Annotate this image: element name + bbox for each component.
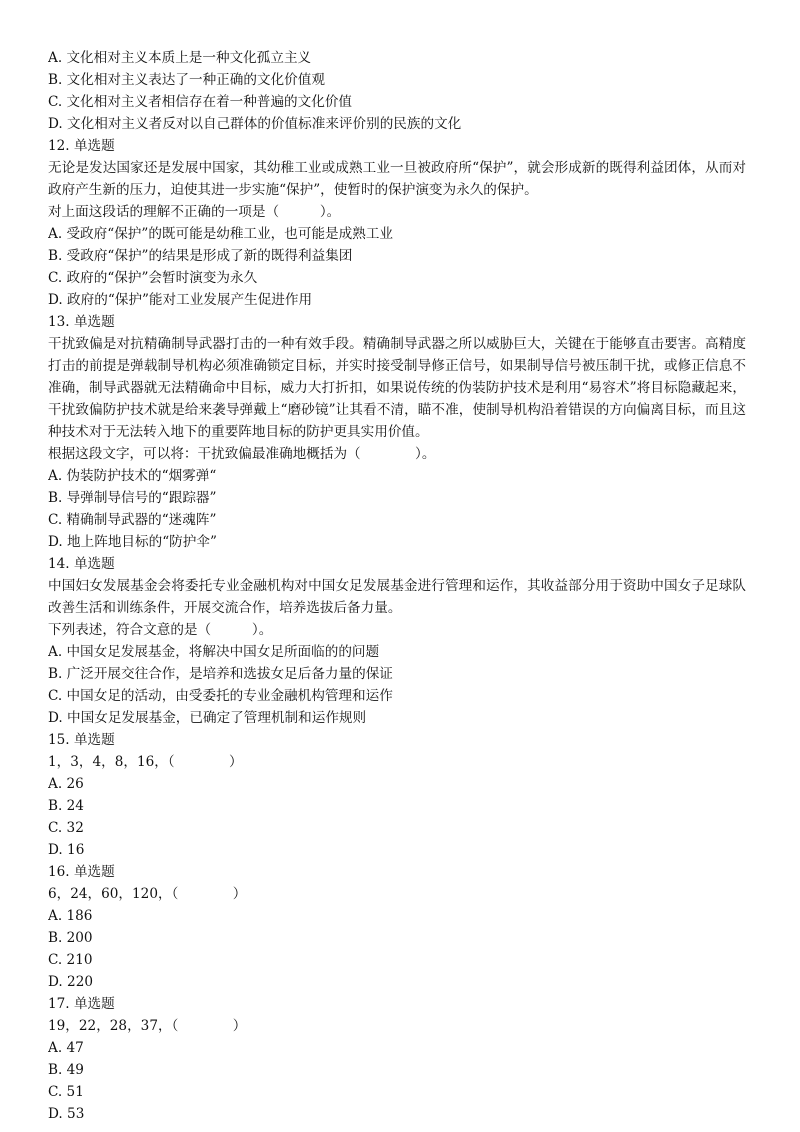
option-c: C. 51 bbox=[48, 1084, 84, 1100]
option-c: C. 文化相对主义者相信存在着一种普遍的文化价值 bbox=[48, 94, 353, 110]
question-header: 12. 单选题 bbox=[48, 138, 115, 154]
question-header: 14. 单选题 bbox=[48, 556, 115, 572]
option-b: B. 广泛开展交往合作，是培养和选拔女足后备力量的保证 bbox=[48, 666, 393, 682]
option-a: A. 186 bbox=[48, 908, 93, 924]
option-c: C. 精确制导武器的“迷魂阵” bbox=[48, 512, 217, 528]
question-stem: 根据这段文字，可以将：干扰致偏最准确地概括为（ ）。 bbox=[48, 446, 436, 462]
option-b: B. 导弹制导信号的“跟踪器” bbox=[48, 490, 217, 506]
question-header: 16. 单选题 bbox=[48, 864, 115, 880]
option-d: D. 220 bbox=[48, 974, 94, 990]
option-d: D. 文化相对主义者反对以自己群体的价值标准来评价别的民族的文化 bbox=[48, 116, 462, 132]
option-a: A. 文化相对主义本质上是一种文化孤立主义 bbox=[48, 50, 312, 66]
question-header: 15. 单选题 bbox=[48, 732, 115, 748]
question-11-options bbox=[48, 47, 746, 135]
option-b: B. 受政府“保护”的结果是形成了新的既得利益集团 bbox=[48, 248, 353, 264]
question-stem: 1，3，4，8，16，（ ） bbox=[48, 754, 243, 770]
question-16 bbox=[48, 861, 746, 993]
question-12 bbox=[48, 135, 746, 311]
question-header: 13. 单选题 bbox=[48, 314, 115, 330]
option-b: B. 49 bbox=[48, 1062, 84, 1078]
question-header: 17. 单选题 bbox=[48, 996, 115, 1012]
option-a: A. 47 bbox=[48, 1040, 84, 1056]
question-17 bbox=[48, 993, 746, 1125]
question-stem: 对上面这段话的理解不正确的一项是（ ）。 bbox=[48, 204, 341, 220]
option-a: A. 伪装防护技术的“烟雾弹“ bbox=[48, 468, 217, 484]
option-d: D. 16 bbox=[48, 842, 85, 858]
option-d: D. 地上阵地目标的“防护伞” bbox=[48, 534, 217, 550]
question-stem: 19，22，28，37，（ ） bbox=[48, 1018, 247, 1034]
option-b: B. 文化相对主义表达了一种正确的文化价值观 bbox=[48, 72, 325, 88]
question-13 bbox=[48, 311, 746, 553]
question-passage: 无论是发达国家还是发展中国家，其幼稚工业或成熟工业一旦被政府所“保护”，就会形成新的既得利益团体，从而对政府产生新的压力，迫使其进一步实施“保护”，使暂时的保护演变为永久的保护。 bbox=[48, 160, 746, 198]
option-d: D. 53 bbox=[48, 1106, 85, 1122]
option-d: D. 政府的“保护”能对工业发展产生促进作用 bbox=[48, 292, 313, 308]
question-passage: 中国妇女发展基金会将委托专业金融机构对中国女足发展基金进行管理和运作，其收益部分用于资助中国女子足球队改善生活和训练条件，开展交流合作，培养选拔后备力量。 bbox=[48, 578, 746, 616]
option-d: D. 中国女足发展基金，已确定了管理机制和运作规则 bbox=[48, 710, 367, 726]
option-a: A. 中国女足发展基金，将解决中国女足所面临的的问题 bbox=[48, 644, 380, 660]
option-c: C. 政府的“保护”会暂时演变为永久 bbox=[48, 270, 258, 286]
question-passage: 干扰致偏是对抗精确制导武器打击的一种有效手段。精确制导武器之所以威胁巨大，关键在于能够直击要害。高精度打击的前提是弹载制导机构必须准确锁定目标，并实时接受制导修正信号，如果制导信号被压制干扰，或修正信息不准确，制导武器就无法精确命中目标，威力大打折扣，如果说传统的伪装防护技术是利用“易容术”将目标隐藏起来，干扰致偏防护技术就是给来袭导弹戴上“磨砂镜”让其看不清，瞄不准，使制导机构沿着错误的方向偏离目标，而且这种技术对于无法转入地下的重要阵地目标的防护更具实用价值。 bbox=[48, 336, 746, 440]
question-stem: 下列表述，符合文意的是（ ）。 bbox=[48, 622, 273, 638]
option-c: C. 中国女足的活动，由受委托的专业金融机构管理和运作 bbox=[48, 688, 393, 704]
option-c: C. 32 bbox=[48, 820, 84, 836]
question-14 bbox=[48, 553, 746, 729]
option-a: A. 26 bbox=[48, 776, 84, 792]
exam-document bbox=[48, 47, 746, 1125]
option-c: C. 210 bbox=[48, 952, 93, 968]
option-b: B. 24 bbox=[48, 798, 84, 814]
question-stem: 6，24，60，120，（ ） bbox=[48, 886, 247, 902]
question-15 bbox=[48, 729, 746, 861]
option-b: B. 200 bbox=[48, 930, 93, 946]
option-a: A. 受政府“保护”的既可能是幼稚工业，也可能是成熟工业 bbox=[48, 226, 394, 242]
